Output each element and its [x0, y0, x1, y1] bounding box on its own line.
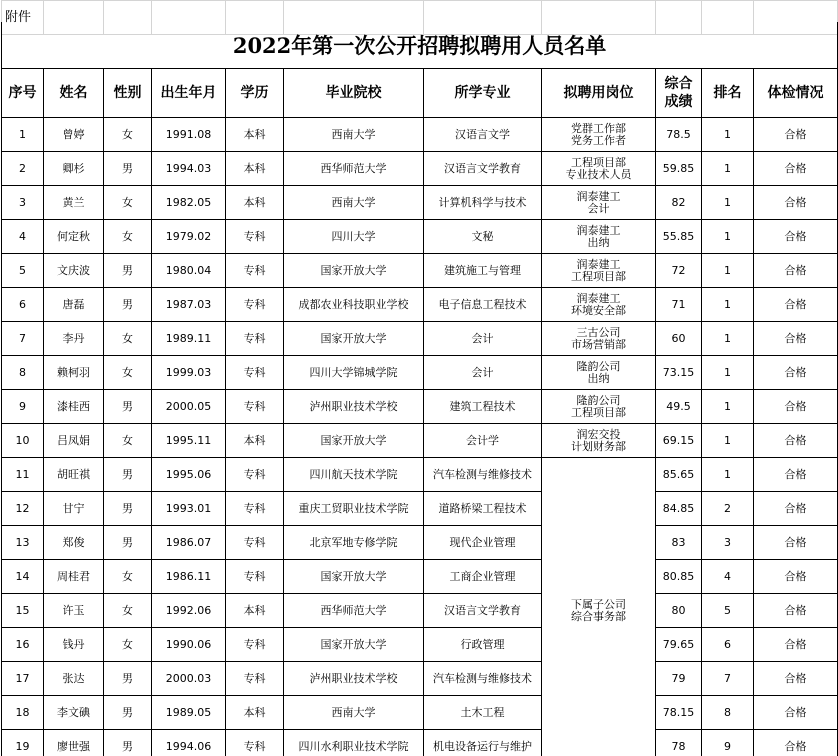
cell-gender: 男: [104, 254, 152, 288]
cell-birth: 1989.05: [152, 696, 226, 730]
header-post: 拟聘用岗位: [542, 69, 656, 118]
table-row: [2, 220, 838, 254]
cell-birth: 1990.06: [152, 628, 226, 662]
table-row: [2, 356, 838, 390]
cell-school: 泸州职业技术学校: [284, 390, 424, 424]
cell-major: 汽车检测与维修技术: [424, 662, 542, 696]
header-rank: 排名: [702, 69, 754, 118]
cell-education: 专科: [226, 458, 284, 492]
table-row: [2, 118, 838, 152]
cell-education: 专科: [226, 628, 284, 662]
cell-no: 3: [2, 186, 44, 220]
cell-school: 西南大学: [284, 118, 424, 152]
cell-school: 西华师范大学: [284, 152, 424, 186]
cell-physical: 合格: [754, 220, 838, 254]
cell-gender: 男: [104, 526, 152, 560]
cell-gender: 男: [104, 288, 152, 322]
cell-birth: 1995.11: [152, 424, 226, 458]
table-row: [2, 730, 838, 756]
cell-name: 胡旺祺: [44, 458, 104, 492]
table-row: [2, 662, 838, 696]
cell-gender: 女: [104, 356, 152, 390]
cell-rank: 8: [702, 696, 754, 730]
cell-education: 本科: [226, 424, 284, 458]
cell-birth: 1999.03: [152, 356, 226, 390]
header-score: 综合 成绩: [656, 69, 702, 118]
cell-major: 行政管理: [424, 628, 542, 662]
cell-major: 工商企业管理: [424, 560, 542, 594]
cell-gender: 女: [104, 322, 152, 356]
cell-name: 许玉: [44, 594, 104, 628]
cell-score: 73.15: [656, 356, 702, 390]
cell-post: 润泰建工 工程项目部: [542, 254, 656, 288]
cell-rank: 1: [702, 288, 754, 322]
cell-birth: 1992.06: [152, 594, 226, 628]
cell-gender: 女: [104, 118, 152, 152]
cell-birth: 1989.11: [152, 322, 226, 356]
table-row: [2, 152, 838, 186]
cell-gender: 男: [104, 662, 152, 696]
cell-score: 79.65: [656, 628, 702, 662]
cell-birth: 1982.05: [152, 186, 226, 220]
cell-school: 泸州职业技术学校: [284, 662, 424, 696]
cell-birth: 1986.07: [152, 526, 226, 560]
table-row: [2, 458, 838, 492]
cell-education: 专科: [226, 254, 284, 288]
cell-no: 1: [2, 118, 44, 152]
cell-rank: 1: [702, 390, 754, 424]
cell-gender: 女: [104, 186, 152, 220]
cell-gender: 男: [104, 458, 152, 492]
cell-education: 专科: [226, 662, 284, 696]
cell-name: 甘宁: [44, 492, 104, 526]
header-physical: 体检情况: [754, 69, 838, 118]
cell-major: 文秘: [424, 220, 542, 254]
cell-school: 西南大学: [284, 696, 424, 730]
cell-no: 13: [2, 526, 44, 560]
cell-no: 9: [2, 390, 44, 424]
cell-no: 15: [2, 594, 44, 628]
cell-major: 现代企业管理: [424, 526, 542, 560]
attachment-label: 附件: [2, 1, 44, 35]
cell-score: 84.85: [656, 492, 702, 526]
cell-gender: 男: [104, 492, 152, 526]
cell-major: 电子信息工程技术: [424, 288, 542, 322]
cell-score: 49.5: [656, 390, 702, 424]
cell-education: 专科: [226, 220, 284, 254]
cell-name: 廖世强: [44, 730, 104, 756]
cell-score: 78: [656, 730, 702, 756]
cell-gender: 女: [104, 220, 152, 254]
cell-gender: 女: [104, 560, 152, 594]
cell-rank: 1: [702, 152, 754, 186]
cell-name: 何定秋: [44, 220, 104, 254]
cell-rank: 1: [702, 220, 754, 254]
cell-score: 60: [656, 322, 702, 356]
cell-rank: 1: [702, 458, 754, 492]
cell-education: 专科: [226, 356, 284, 390]
cell-no: 10: [2, 424, 44, 458]
cell-score: 78.15: [656, 696, 702, 730]
cell-name: 李文碘: [44, 696, 104, 730]
table-row: [2, 424, 838, 458]
cell-rank: 1: [702, 424, 754, 458]
cell-score: 82: [656, 186, 702, 220]
cell-rank: 1: [702, 322, 754, 356]
cell-physical: 合格: [754, 186, 838, 220]
cell-physical: 合格: [754, 696, 838, 730]
cell-major: 道路桥梁工程技术: [424, 492, 542, 526]
cell-no: 16: [2, 628, 44, 662]
header-no: 序号: [2, 69, 44, 118]
cell-major: 会计学: [424, 424, 542, 458]
cell-name: 曾婷: [44, 118, 104, 152]
cell-gender: 男: [104, 152, 152, 186]
cell-name: 赖柯羽: [44, 356, 104, 390]
cell-no: 12: [2, 492, 44, 526]
cell-gender: 女: [104, 594, 152, 628]
cell-education: 专科: [226, 730, 284, 756]
cell-physical: 合格: [754, 118, 838, 152]
cell-birth: 1994.03: [152, 152, 226, 186]
cell-physical: 合格: [754, 594, 838, 628]
cell-birth: 1986.11: [152, 560, 226, 594]
cell-birth: 1993.01: [152, 492, 226, 526]
table-row: [2, 288, 838, 322]
cell-rank: 5: [702, 594, 754, 628]
cell-school: 北京军地专修学院: [284, 526, 424, 560]
cell-school: 四川大学: [284, 220, 424, 254]
cell-birth: 1991.08: [152, 118, 226, 152]
cell-post: 润泰建工 会计: [542, 186, 656, 220]
cell-post: 隆韵公司 工程项目部: [542, 390, 656, 424]
cell-post-merged: 下属子公司 综合事务部: [542, 458, 656, 756]
cell-education: 专科: [226, 288, 284, 322]
cell-gender: 男: [104, 730, 152, 756]
cell-post: 润泰建工 环境安全部: [542, 288, 656, 322]
table-row: [2, 322, 838, 356]
cell-name: 李丹: [44, 322, 104, 356]
cell-score: 83: [656, 526, 702, 560]
table-body: [2, 118, 838, 756]
cell-rank: 6: [702, 628, 754, 662]
cell-post: 工程项目部 专业技术人员: [542, 152, 656, 186]
cell-physical: 合格: [754, 356, 838, 390]
cell-no: 11: [2, 458, 44, 492]
cell-physical: 合格: [754, 322, 838, 356]
cell-major: 汉语言文学教育: [424, 594, 542, 628]
cell-education: 本科: [226, 152, 284, 186]
cell-no: 7: [2, 322, 44, 356]
cell-school: 重庆工贸职业技术学院: [284, 492, 424, 526]
cell-rank: 2: [702, 492, 754, 526]
header-birth: 出生年月: [152, 69, 226, 118]
cell-no: 19: [2, 730, 44, 756]
table-row: [2, 560, 838, 594]
cell-score: 80: [656, 594, 702, 628]
cell-no: 5: [2, 254, 44, 288]
cell-education: 本科: [226, 186, 284, 220]
cell-score: 78.5: [656, 118, 702, 152]
cell-major: 建筑工程技术: [424, 390, 542, 424]
cell-birth: 1987.03: [152, 288, 226, 322]
page-title: 2022年第一次公开招聘拟聘用人员名单: [2, 22, 838, 69]
cell-score: 59.85: [656, 152, 702, 186]
cell-physical: 合格: [754, 526, 838, 560]
cell-school: 成都农业科技职业学校: [284, 288, 424, 322]
cell-score: 80.85: [656, 560, 702, 594]
cell-score: 85.65: [656, 458, 702, 492]
cell-gender: 女: [104, 628, 152, 662]
cell-rank: 9: [702, 730, 754, 756]
cell-physical: 合格: [754, 560, 838, 594]
cell-no: 2: [2, 152, 44, 186]
cell-school: 四川航天技术学院: [284, 458, 424, 492]
cell-school: 西南大学: [284, 186, 424, 220]
cell-physical: 合格: [754, 254, 838, 288]
cell-name: 黄兰: [44, 186, 104, 220]
cell-no: 6: [2, 288, 44, 322]
cell-score: 69.15: [656, 424, 702, 458]
cell-physical: 合格: [754, 662, 838, 696]
cell-physical: 合格: [754, 152, 838, 186]
header-education: 学历: [226, 69, 284, 118]
table-row: [2, 696, 838, 730]
table-row: [2, 492, 838, 526]
cell-post: 党群工作部 党务工作者: [542, 118, 656, 152]
cell-education: 专科: [226, 526, 284, 560]
cell-birth: 1995.06: [152, 458, 226, 492]
cell-gender: 女: [104, 424, 152, 458]
cell-no: 4: [2, 220, 44, 254]
cell-score: 79: [656, 662, 702, 696]
cell-rank: 1: [702, 186, 754, 220]
cell-name: 卿杉: [44, 152, 104, 186]
cell-rank: 7: [702, 662, 754, 696]
cell-education: 本科: [226, 594, 284, 628]
cell-physical: 合格: [754, 492, 838, 526]
cell-school: 国家开放大学: [284, 628, 424, 662]
cell-birth: 1994.06: [152, 730, 226, 756]
cell-rank: 1: [702, 356, 754, 390]
cell-birth: 2000.05: [152, 390, 226, 424]
cell-name: 文庆波: [44, 254, 104, 288]
cell-no: 17: [2, 662, 44, 696]
cell-education: 专科: [226, 492, 284, 526]
cell-name: 钱丹: [44, 628, 104, 662]
cell-name: 唐磊: [44, 288, 104, 322]
cell-school: 国家开放大学: [284, 322, 424, 356]
cell-name: 张达: [44, 662, 104, 696]
cell-birth: 1980.04: [152, 254, 226, 288]
cell-major: 汉语言文学: [424, 118, 542, 152]
cell-gender: 男: [104, 390, 152, 424]
cell-name: 吕凤娟: [44, 424, 104, 458]
cell-major: 机电设备运行与维护: [424, 730, 542, 756]
header-school: 毕业院校: [284, 69, 424, 118]
cell-major: 计算机科学与技术: [424, 186, 542, 220]
cell-physical: 合格: [754, 390, 838, 424]
cell-major: 土木工程: [424, 696, 542, 730]
cell-education: 本科: [226, 118, 284, 152]
cell-birth: 1979.02: [152, 220, 226, 254]
cell-no: 14: [2, 560, 44, 594]
cell-no: 8: [2, 356, 44, 390]
cell-physical: 合格: [754, 458, 838, 492]
cell-name: 周桂君: [44, 560, 104, 594]
cell-post: 润宏交投 计划财务部: [542, 424, 656, 458]
cell-no: 18: [2, 696, 44, 730]
cell-name: 漆桂西: [44, 390, 104, 424]
cell-post: 三古公司 市场营销部: [542, 322, 656, 356]
cell-major: 建筑施工与管理: [424, 254, 542, 288]
cell-physical: 合格: [754, 424, 838, 458]
table-row: [2, 186, 838, 220]
cell-major: 会计: [424, 322, 542, 356]
cell-school: 四川水利职业技术学院: [284, 730, 424, 756]
table-header: [2, 69, 838, 118]
cell-post: 润泰建工 出纳: [542, 220, 656, 254]
table-row: [2, 628, 838, 662]
cell-school: 国家开放大学: [284, 560, 424, 594]
cell-school: 西华师范大学: [284, 594, 424, 628]
cell-score: 71: [656, 288, 702, 322]
hiring-table: [1, 22, 838, 756]
header-major: 所学专业: [424, 69, 542, 118]
table-row: [2, 594, 838, 628]
table-row: [2, 390, 838, 424]
cell-gender: 男: [104, 696, 152, 730]
table-row: [2, 526, 838, 560]
cell-education: 专科: [226, 560, 284, 594]
cell-major: 汉语言文学教育: [424, 152, 542, 186]
cell-school: 国家开放大学: [284, 254, 424, 288]
cell-physical: 合格: [754, 628, 838, 662]
table-row: [2, 254, 838, 288]
cell-name: 郑俊: [44, 526, 104, 560]
cell-rank: 1: [702, 254, 754, 288]
cell-education: 专科: [226, 390, 284, 424]
cell-rank: 1: [702, 118, 754, 152]
cell-physical: 合格: [754, 730, 838, 756]
cell-post: 隆韵公司 出纳: [542, 356, 656, 390]
cell-education: 本科: [226, 696, 284, 730]
cell-major: 汽车检测与维修技术: [424, 458, 542, 492]
cell-physical: 合格: [754, 288, 838, 322]
header-gender: 性别: [104, 69, 152, 118]
cell-major: 会计: [424, 356, 542, 390]
cell-rank: 4: [702, 560, 754, 594]
cell-birth: 2000.03: [152, 662, 226, 696]
header-name: 姓名: [44, 69, 104, 118]
cell-score: 55.85: [656, 220, 702, 254]
cell-education: 专科: [226, 322, 284, 356]
cell-score: 72: [656, 254, 702, 288]
cell-school: 国家开放大学: [284, 424, 424, 458]
cell-school: 四川大学锦城学院: [284, 356, 424, 390]
cell-rank: 3: [702, 526, 754, 560]
